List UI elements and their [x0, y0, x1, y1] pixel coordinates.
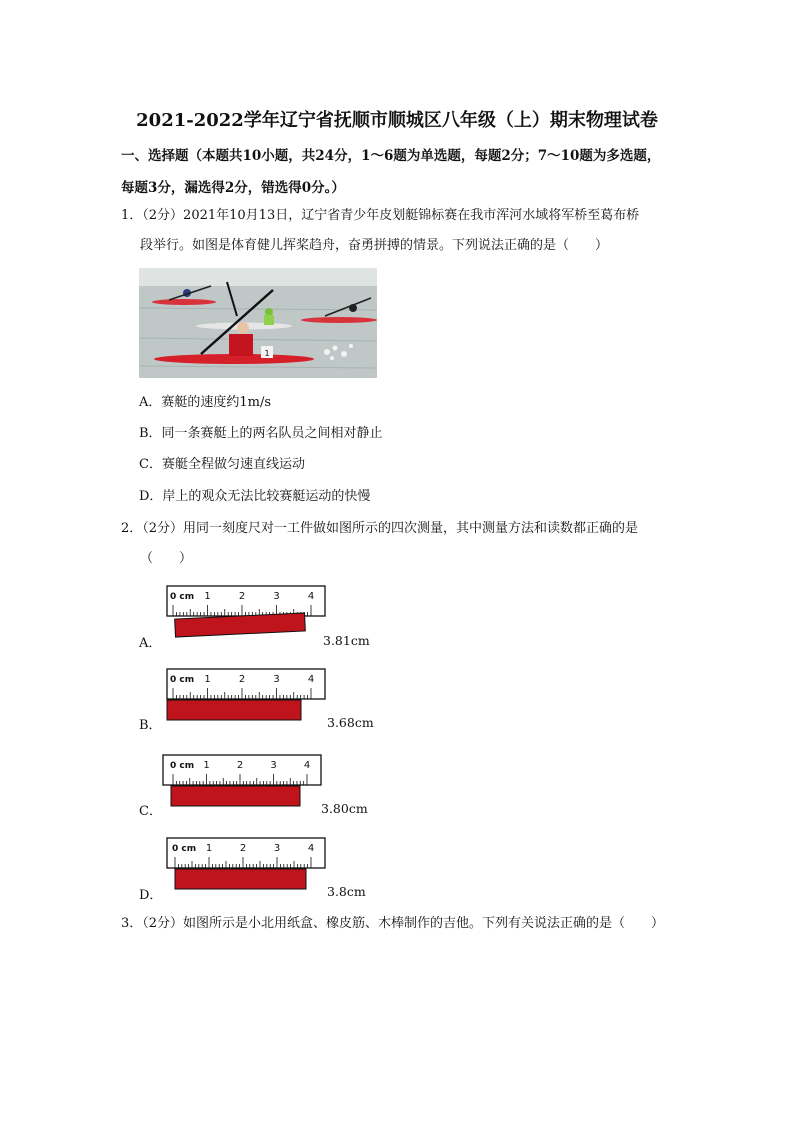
section-heading-line1: 一、选择题（本题共10小题，共24分，1～6题为单选题，每题2分；7～10题为多选题， — [121, 148, 661, 164]
ruler-number-label: 4 — [303, 760, 311, 771]
ruler-number-label: 3 — [273, 674, 280, 685]
ruler-number-label: 1 — [203, 760, 210, 771]
ruler-unit-label: 0 cm — [170, 592, 195, 602]
question-2-line1: 2．（2分）用同一刻度尺对一工件做如图所示的四次测量，其中测量方法和读数都正确的是 — [121, 521, 639, 536]
kayak-race-photo — [139, 268, 377, 378]
q1-option-d[interactable]: D．岸上的观众无法比较赛艇运动的快慢 — [139, 489, 371, 504]
workpiece-bar — [175, 869, 306, 889]
ruler-unit-label: 0 cm — [172, 844, 197, 854]
ruler-number-label: 1 — [204, 591, 211, 602]
ruler-number-label: 3 — [270, 760, 277, 771]
ruler-number-label: 4 — [307, 591, 315, 602]
ruler-number-label: 2 — [238, 591, 246, 602]
ruler-number-label: 2 — [239, 843, 247, 854]
athlete-bib-number: 1 — [264, 349, 270, 358]
workpiece-bar — [167, 700, 301, 720]
ruler-number-label: 1 — [205, 843, 213, 854]
q2-option-b-reading: 3.68cm — [327, 715, 374, 730]
q1-option-c[interactable]: C．赛艇全程做匀速直线运动 — [139, 457, 305, 472]
q2-option-a-reading: 3.81cm — [323, 633, 370, 648]
ruler-number-label: 4 — [307, 674, 315, 685]
question-3-line1: 3．（2分）如图所示是小北用纸盒、橡皮筋、木棒制作的吉他。下列有关说法正确的是（ ） — [121, 916, 665, 931]
q2-option-b-letter: B． — [139, 718, 162, 733]
question-2-line2: （ ） — [140, 551, 193, 566]
kayak-illustration — [139, 268, 377, 378]
question-2 — [121, 514, 681, 574]
ruler-number-label: 4 — [307, 843, 315, 854]
q2-option-d-reading: 3.8cm — [327, 884, 366, 899]
ruler-unit-label: 0 cm — [170, 761, 195, 771]
ruler-number-label: 2 — [236, 760, 244, 771]
q1-option-a[interactable]: A．赛艇的速度约1m/s — [139, 395, 272, 410]
question-1 — [121, 201, 681, 261]
q2-option-c-reading: 3.80cm — [321, 801, 368, 816]
q2-option-c-letter: C． — [139, 804, 162, 819]
section-heading — [121, 140, 691, 204]
q2-option-d-letter: D． — [139, 888, 163, 903]
section-heading-line2: 每题3分，漏选得2分，错选得0分。） — [121, 180, 345, 196]
question-1-line1: 1．（2分）2021年10月13日，辽宁省青少年皮划艇锦标赛在我市浑河水域将军桥至葛布桥 — [121, 208, 640, 223]
q1-option-b[interactable]: B．同一条赛艇上的两名队员之间相对静止 — [139, 426, 383, 441]
workpiece-bar — [171, 786, 300, 806]
ruler-number-label: 3 — [273, 591, 280, 602]
q2-option-a-letter: A． — [139, 636, 162, 651]
question-3 — [121, 909, 681, 939]
ruler-number-label: 1 — [204, 674, 211, 685]
ruler-unit-label: 0 cm — [170, 675, 195, 685]
ruler-number-label: 3 — [273, 843, 281, 854]
question-1-line2: 段举行。如图是体育健儿挥桨趋舟，奋勇拼搏的情景。下列说法正确的是（ ） — [140, 238, 609, 253]
ruler-number-label: 2 — [238, 674, 246, 685]
exam-title: 2021-2022学年辽宁省抚顺市顺城区八年级（上）期末物理试卷 — [136, 110, 658, 131]
